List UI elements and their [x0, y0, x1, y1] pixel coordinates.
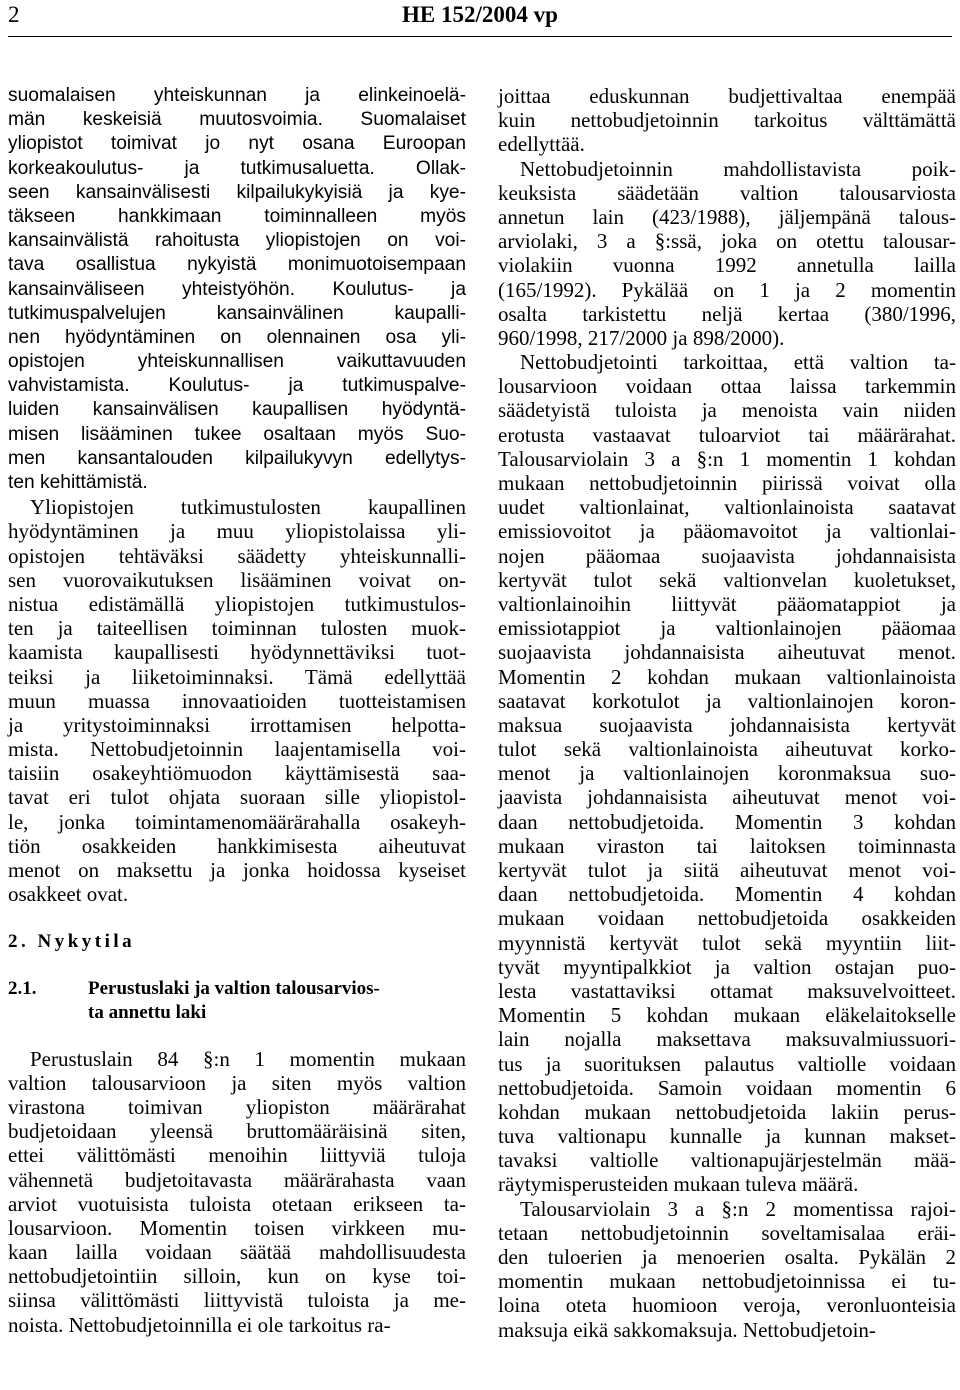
paragraph	[498, 350, 956, 1197]
text-line: sen vuorovaikutuksen lisääminen voivat on-	[8, 567, 466, 592]
text-line: loina oteta huomioon veroja, veronluonteisia	[498, 1293, 956, 1318]
text-line: myynnistä kertyvät tulot sekä myyntiin liit-	[498, 930, 956, 955]
text-line: nojen pääomaa suojaavista johdannaisista	[498, 543, 956, 568]
right-column	[498, 84, 956, 1342]
text-line: virastona toimivan yliopiston määrärahat	[8, 1094, 466, 1119]
paragraph	[498, 1197, 956, 1342]
text-line: kohdan mukaan nettobudjetoida lakiin perus-	[498, 1099, 956, 1124]
text-line: nen hyödyntäminen on olennainen osa yli-	[8, 326, 466, 348]
text-line: arviolaki, 3 a §:ssä, joka on otettu talousar-	[498, 229, 956, 254]
text-line: uudet valtionlainat, valtionlainoista saatavat	[498, 495, 956, 520]
text-line: men kansantalouden kilpailukyvyn edellytys-	[8, 447, 466, 469]
paragraph	[498, 84, 956, 157]
left-column	[8, 84, 466, 1337]
text-line: Yliopistojen tutkimustulosten kaupallinen	[30, 495, 466, 520]
text-line: säädetyistä tuloista ja menoista vain niiden	[498, 398, 956, 423]
text-line: emissiotappiot ja valtionlainojen pääomaa	[498, 616, 956, 641]
text-line: menot on maksettu ja jonka hoidossa kyseiset	[8, 858, 466, 882]
text-line: keuksista säädetään valtion talousarviosta	[498, 180, 956, 205]
subsection-heading	[8, 977, 466, 1025]
text-line: kansainväliseen yhteistyöhön. Koulutus- ja	[8, 278, 466, 300]
text-line: ten ja taiteellisen toiminnan tulosten muok-	[8, 616, 466, 641]
text-line: (165/1992). Pykälää on 1 ja 2 momentin	[498, 277, 956, 302]
text-line: maksua suojaavista johdannaisista kertyvät	[498, 712, 956, 737]
text-line: korkeakoulutus- ja tutkimusaluetta. Ollak-	[8, 157, 466, 179]
text-line: kertyvät tulot sekä valtionvelan kuoletukset,	[498, 567, 956, 592]
text-line: Talousarviolain 3 a §:n 1 momentin 1 kohdan	[498, 446, 956, 471]
text-line: Talousarviolain 3 a §:n 2 momentissa rajoi-	[520, 1196, 956, 1221]
text-line: joittaa eduskunnan budjettivaltaa enempää	[498, 84, 956, 108]
text-line: lesta vastattaviksi ottamat maksuvelvoitteet.	[498, 978, 956, 1003]
text-line: noista. Nettobudjetoinnilla ei ole tarkoitus ra-	[8, 1312, 391, 1337]
text-line: tavaksi valtiolle valtionapujärjestelmän mää-	[498, 1148, 956, 1173]
text-line: ettei välittömästi menoihin liittyviä tuloja	[8, 1143, 466, 1168]
text-line: tiön osakkeiden hankkimisesta aiheutuvat	[8, 833, 466, 858]
text-line: Nettobudjetointi tarkoittaa, että valtion ta-	[520, 350, 956, 375]
text-line: kaamista kaupallisesti hyödynnettäviksi tuot-	[8, 640, 466, 665]
text-line: mukaan voidaan nettobudjetoida osakkeiden	[498, 906, 956, 931]
text-line: 960/1998, 217/2000 ja 898/2000).	[498, 325, 785, 350]
text-line: jaavista johdannaisista aiheutuvat menot voi-	[498, 785, 956, 810]
text-line: opistojen yhteiskunnallisen vaikuttavuuden	[8, 351, 466, 373]
page-header	[0, 0, 960, 40]
text-line: maksuja eikä sakkomaksuja. Nettobudjetoin-	[498, 1317, 876, 1342]
text-line: vahvistamista. Koulutus- ja tutkimuspalve-	[8, 375, 466, 397]
text-line: momentin mukaan nettobudjetoinnissa ei tu-	[498, 1269, 956, 1294]
text-line: ja yritystoiminnaksi irrottamisen helpotta-	[8, 712, 466, 737]
text-line: arviot vuotuisista tuloista otetaan erikseen ta-	[8, 1191, 466, 1216]
text-line: nistua edistämällä yliopistojen tutkimustulos-	[8, 591, 466, 616]
text-line: daan nettobudjetoida. Momentin 4 kohdan	[498, 882, 956, 907]
text-line: siinsa välittömästi liittyvistä tuloista ja me-	[8, 1288, 466, 1313]
subsection-number: 2.1.	[8, 977, 37, 999]
subsection-title-line2: ta annettu laki	[88, 1001, 207, 1023]
text-line: misen lisääminen tukee osaltaan myös Suo-	[8, 423, 466, 445]
text-line: erotusta vastaavat tuloarviot tai määrärahat.	[498, 422, 956, 447]
paragraph	[498, 157, 956, 351]
text-line: lousarvioon. Momentin toisen virkkeen mu-	[8, 1215, 466, 1240]
text-line: hyödyntäminen ja muu yliopistolaissa yli-	[8, 519, 466, 544]
text-line: violakiin vuonna 1992 annetulla lailla	[498, 253, 956, 278]
text-line: tutkimuspalvelujen kansainvälinen kaupalli-	[8, 302, 466, 324]
text-line: tulot sekä valtionlainoista aiheutuvat korko-	[498, 737, 956, 762]
text-line: den tuloerien ja menoerien osalta. Pykälän 2	[498, 1245, 956, 1269]
page-number: 2	[8, 2, 20, 27]
text-line: daan nettobudjetoida. Momentin 3 kohdan	[498, 809, 956, 834]
text-line: ten kehittämistä.	[8, 472, 148, 493]
text-line: annetun lain (423/1988), jäljempänä talous-	[498, 204, 956, 229]
text-line: kansainvälistä rahoitusta yliopistojen on voi-	[8, 230, 466, 252]
text-line: tuva valtionapu kunnalle ja kunnan makset-	[498, 1124, 956, 1149]
text-line: lousarvioon voidaan ottaa laissa tarkemmin	[498, 374, 956, 399]
header-rule	[8, 36, 952, 37]
paragraph	[8, 84, 466, 495]
text-line: teiksi ja liiketoiminnaksi. Tämä edellyttää	[8, 664, 466, 689]
document-id: HE 152/2004 vp	[402, 2, 558, 27]
text-line: osakkeet ovat.	[8, 882, 129, 907]
text-line: vähennetä budjetoitavasta määrärahasta vaan	[8, 1167, 466, 1192]
paragraph	[8, 1047, 466, 1337]
text-line: muun muassa innovaatioiden tuotteistamisen	[8, 688, 466, 713]
text-line: kertyvät tulot ja siitä aiheutuvat menot voi-	[498, 858, 956, 882]
text-line: valtionlainoihin liittyvät pääomatappiot ja	[498, 591, 956, 616]
text-line: tus ja suorituksen palautus valtiolle voidaan	[498, 1051, 956, 1076]
text-line: seen kansainvälisesti kilpailukykyisiä ja kye-	[8, 181, 466, 203]
text-line: edellyttää.	[498, 132, 585, 157]
text-line: luiden kansainvälisen kaupallisen hyödyntä-	[8, 399, 466, 421]
text-line: valtion talousarvioon ja siten myös valtion	[8, 1070, 466, 1095]
text-line: taisiin osakeyhtiömuodon käyttämisestä saa-	[8, 761, 466, 786]
text-line: nettobudjetoida. Samoin voidaan momentin 6	[498, 1075, 956, 1100]
text-line: suomalaisen yhteiskunnan ja elinkeinoelä-	[8, 85, 466, 106]
text-line: le, jonka toimintamenomäärärahalla osakeyh-	[8, 809, 466, 834]
paragraph	[8, 495, 466, 906]
text-line: mukaan nettobudjetoinnin piirissä voivat olla	[498, 471, 956, 495]
subsection-title-line1: Perustuslaki ja valtion talousarvios-	[88, 977, 380, 999]
section-heading: 2. Nykytila	[8, 931, 136, 953]
text-line: budjetoidaan yleensä bruttomääräisinä siten,	[8, 1119, 466, 1144]
text-line: tavat eri tulot ohjata suoraan sille yliopistol-	[8, 785, 466, 810]
text-line: suojaavista johdannaisista aiheutuvat menot.	[498, 640, 956, 665]
text-line: kuin nettobudjetoinnin tarkoitus välttämättä	[498, 108, 956, 133]
text-line: lain nojalla maksettava maksuvalmiussuori-	[498, 1027, 956, 1052]
text-line: osalta tarkistettu neljä kertaa (380/1996,	[498, 301, 956, 326]
text-line: Momentin 5 kohdan mukaan eläkelaitokselle	[498, 1003, 956, 1028]
text-line: yliopistot toimivat jo nyt osana Euroopan	[8, 133, 466, 155]
text-line: täkseen hankkimaan toiminnalleen myös	[8, 205, 466, 227]
text-line: kaan lailla voidaan säätää mahdollisuudesta	[8, 1240, 466, 1265]
text-line: mukaan viraston tai laitoksen toiminnasta	[498, 833, 956, 858]
text-line: mista. Nettobudjetoinnin laajentamisella voi-	[8, 737, 466, 762]
text-line: tyvät myyntipalkkiot ja valtion ostajan puo-	[498, 954, 956, 979]
text-line: Momentin 2 kohdan mukaan valtionlainoista	[498, 664, 956, 689]
text-line: räytymisperusteiden mukaan tuleva määrä.	[498, 1172, 859, 1197]
text-line: tava osallistua nykyistä monimuotoisempaan	[8, 254, 466, 276]
text-line: saatavat korkotulot ja valtionlainojen koron-	[498, 688, 956, 713]
text-line: opistojen tehtäväksi säädetty yhteiskunnalli-	[8, 543, 466, 568]
text-line: tetaan nettobudjetoinnin soveltamisalaa eräi-	[498, 1220, 956, 1245]
text-line: emissiovoitot ja pääomavoitot ja valtionlai-	[498, 519, 956, 544]
text-line: Nettobudjetoinnin mahdollistavista poik-	[520, 156, 956, 181]
text-line: Perustuslain 84 §:n 1 momentin mukaan	[30, 1046, 466, 1071]
text-line: män keskeisiä muutosvoimia. Suomalaiset	[8, 109, 466, 131]
text-line: menot ja valtionlainojen koronmaksua suo-	[498, 761, 956, 786]
text-line: nettobudjetointiin silloin, kun on kyse toi-	[8, 1264, 466, 1289]
